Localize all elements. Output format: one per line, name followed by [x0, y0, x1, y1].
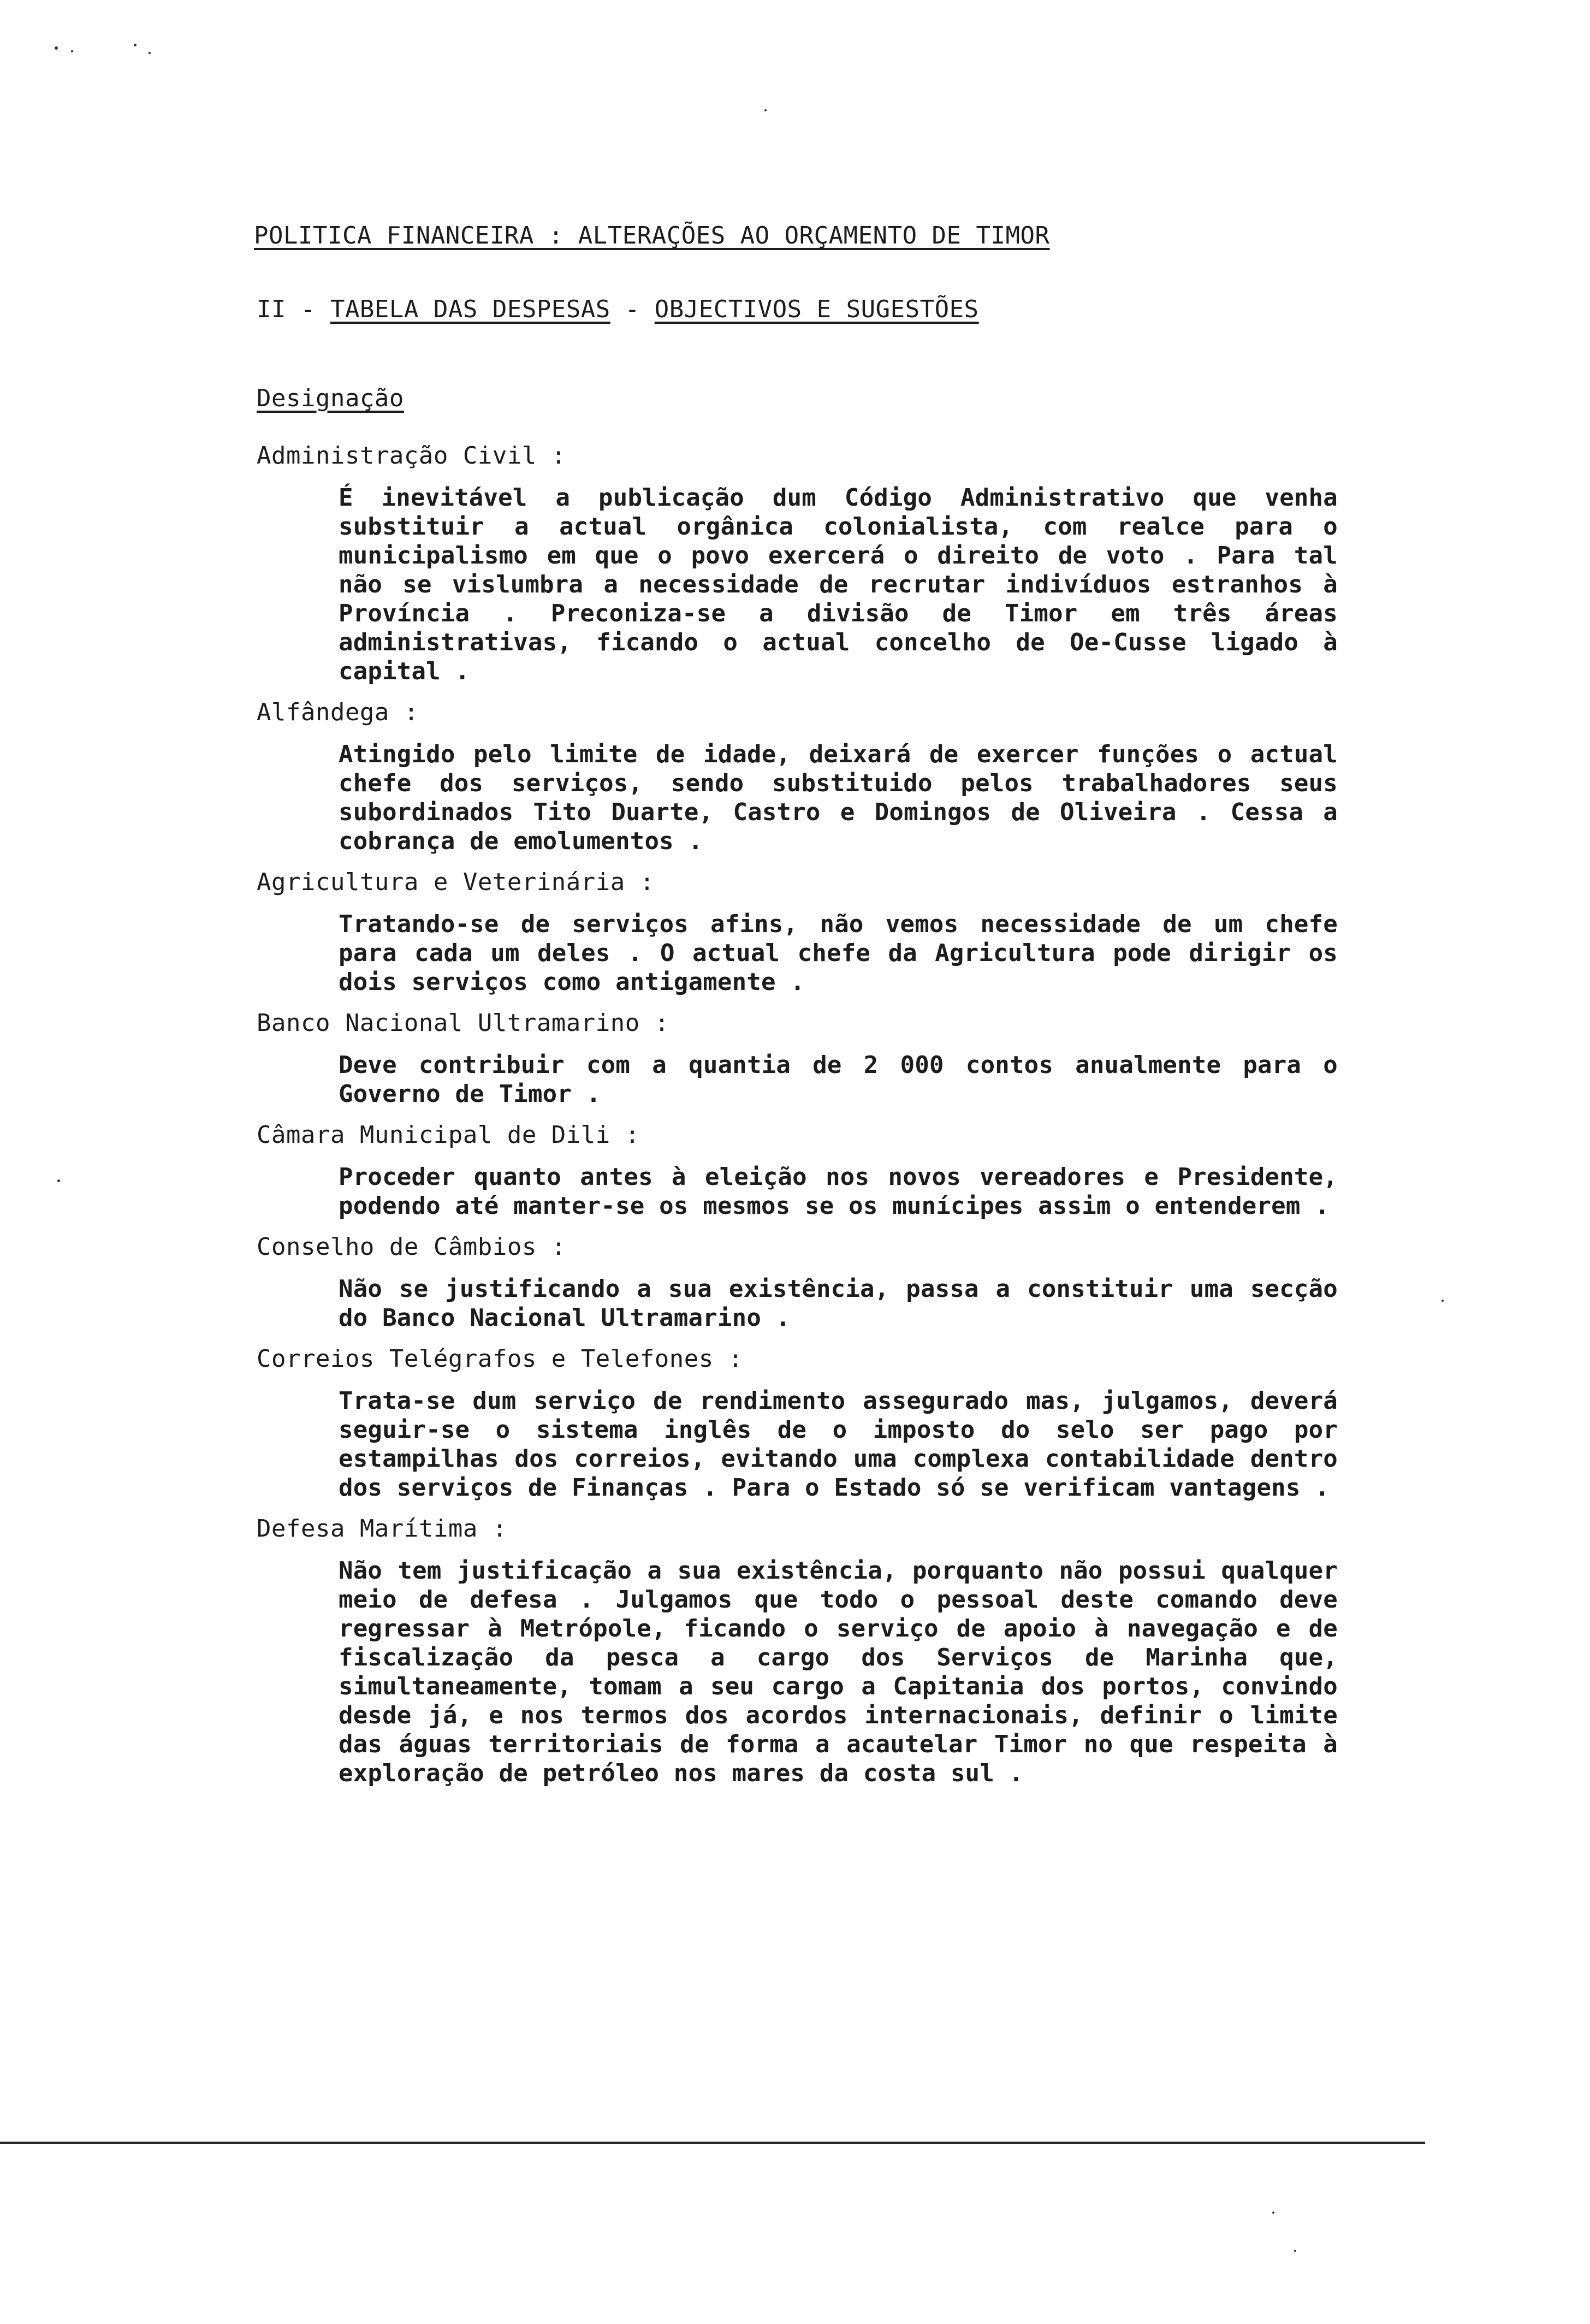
scan-speck — [71, 50, 73, 52]
entry-heading: Correios Telégrafos e Telefones : — [257, 1345, 743, 1373]
entry-heading: Banco Nacional Ultramarino : — [257, 1009, 669, 1037]
subtitle-separator: - — [610, 295, 655, 323]
designation-heading: Designação — [257, 384, 404, 412]
entry-heading: Conselho de Câmbios : — [257, 1233, 566, 1261]
entry-body: Proceder quanto antes à eleição nos novos vereadores e Presidente, podendo até manter-se os mesmos se os munícipes assim o entenderem . — [339, 1163, 1338, 1220]
scan-speck — [1294, 2250, 1296, 2252]
scan-speck — [57, 1179, 60, 1182]
scan-speck — [764, 109, 767, 111]
entry-body: Tratando-se de serviços afins, não vemos necessidade de um chefe para cada um deles . O actual chefe da Agricultura pode dirigir os dois serviços como antigamente . — [339, 910, 1338, 996]
scan-speck — [55, 46, 58, 50]
entry-heading: Administração Civil : — [257, 442, 566, 470]
entry-body: É inevitável a publicação dum Código Administrativo que venha substituir a actual orgânica colonialista, com realce para o municipalismo em que o povo exercerá o direito de voto . Para tal não se vislumbra a necessidade de recrutar indivíduos estranhos à Província . Preconiza-se a divisão de Timor em três áreas administrativas, ficando o actual concelho de Oe-Cusse ligado à capital . — [339, 484, 1338, 685]
scan-speck — [134, 44, 137, 46]
scan-speck — [1272, 2212, 1274, 2214]
document-title: POLITICA FINANCEIRA : ALTERAÇÕES AO ORÇAMENTO DE TIMOR — [254, 222, 1050, 250]
subtitle-part-1: TABELA DAS DESPESAS — [330, 295, 610, 323]
entries-list — [257, 441, 1349, 1800]
entry-correios-telegrafos-telefones — [257, 1344, 1349, 1502]
entry-agricultura-veterinaria — [257, 868, 1349, 997]
entry-heading: Alfândega : — [257, 698, 419, 726]
entry-heading: Agricultura e Veterinária : — [257, 868, 655, 896]
subtitle-prefix: II - — [257, 295, 330, 323]
entry-heading: Câmara Municipal de Dili : — [257, 1121, 640, 1149]
scan-speck — [149, 52, 151, 54]
entry-body: Trata-se dum serviço de rendimento assegurado mas, julgamos, deverá seguir-se o sistema inglês de o imposto do selo ser pago por estampilhas dos correios, evitando uma complexa contabilidade dentro dos serviços de Finanças . Para o Estado só se verificam vantagens . — [339, 1387, 1338, 1502]
entry-alfandega — [257, 698, 1349, 856]
entry-body: Deve contribuir com a quantia de 2 000 contos anualmente para o Governo de Timor . — [339, 1051, 1338, 1108]
entry-camara-municipal-dili — [257, 1120, 1349, 1220]
scan-speck — [1441, 1300, 1444, 1302]
entry-banco-nacional-ultramarino — [257, 1009, 1349, 1108]
subtitle-part-2: OBJECTIVOS E SUGESTÕES — [654, 295, 979, 323]
entry-administracao-civil — [257, 441, 1349, 686]
entry-heading: Defesa Marítima : — [257, 1515, 507, 1543]
entry-defesa-maritima — [257, 1514, 1349, 1788]
section-subtitle — [257, 295, 1458, 324]
entry-conselho-cambios — [257, 1232, 1349, 1332]
entry-body: Não tem justificação a sua existência, porquanto não possui qualquer meio de defesa . Julgamos que todo o pessoal deste comando deve regressar à Metrópole, ficando o serviço de apoio à navegação e de fiscalização da pesca a cargo dos Serviços de Marinha que, simultaneamente, tomam a seu cargo a Capitania dos portos, convindo desde já, e nos termos dos acordos internacionais, definir o limite das águas territoriais de forma a acautelar Timor no que respeita à exploração de petróleo nos mares da costa sul . — [339, 1557, 1338, 1787]
bottom-rule — [0, 2142, 1425, 2144]
entry-body: Atingido pelo limite de idade, deixará de exercer funções o actual chefe dos serviços, sendo substituido pelos trabalhadores seus subordinados Tito Duarte, Castro e Domingos de Oliveira . Cessa a cobrança de emolumentos . — [339, 740, 1338, 855]
entry-body: Não se justificando a sua existência, passa a constituir uma secção do Banco Nacional Ultramarino . — [339, 1275, 1338, 1332]
